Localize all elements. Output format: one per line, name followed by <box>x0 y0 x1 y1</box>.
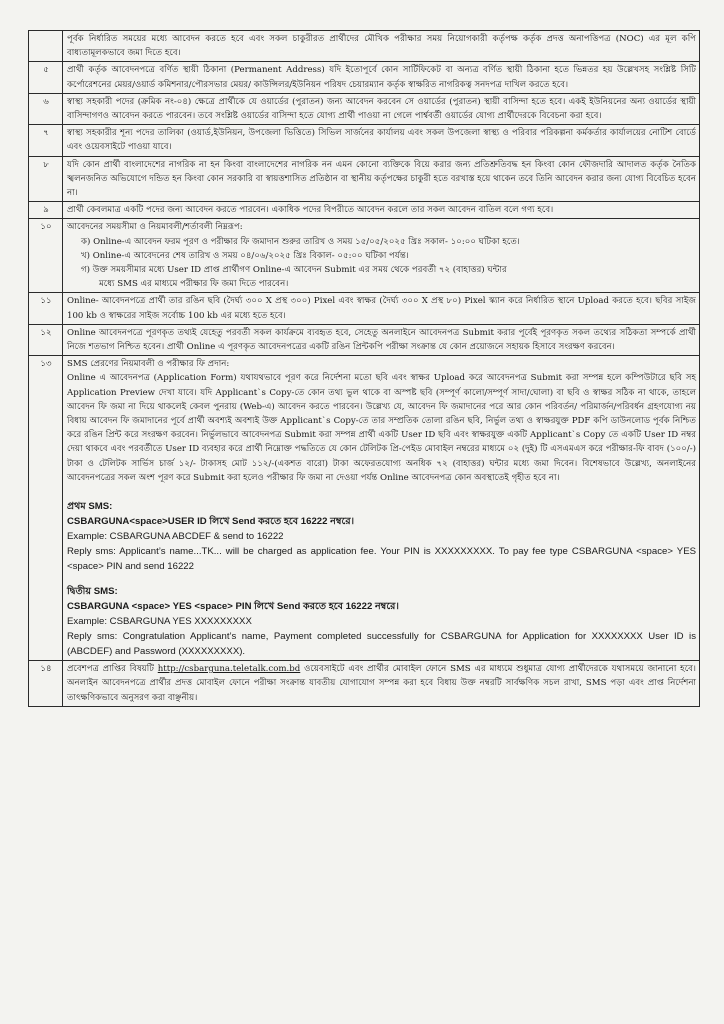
row-text <box>63 356 700 661</box>
table-row <box>29 156 700 202</box>
instructions-table <box>28 30 700 707</box>
sms2-instruction: CSBARGUNA <space> YES <space> PIN লিখে Send করতে হবে 16222 নম্বরে। <box>67 601 399 613</box>
table-row <box>29 93 700 124</box>
row-number: ৫ <box>29 62 63 93</box>
row-text: স্বাস্থ্য সহকারী পদের (ক্রমিক নং-০৪) ক্ষেত্রে প্রার্থীকে যে ওয়ার্ডের (পুরাতন) জন্য আবেদন করবেন সে ওয়ার্ডের (পুরাতন) স্থায়ী বাসিন্দা হতে হবে। একই ইউনিয়নের অন্য ওয়ার্ডের স্থায়ী বাসিন্দাগণও আবেদন করতে পারবেন। তবে সংশ্লিষ্ট ওয়ার্ডের বাসিন্দা হতে যোগ্য প্রার্থী পাওয়া না গেলে পার্শ্ববর্তী ওয়ার্ডের যোগ্য প্রার্থীদেরকে বিবেচনা করা হবে। <box>63 93 700 124</box>
timeline-item-ka: ক) Online-এ আবেদন ফরম পূরণ ও পরীক্ষার ফি জমাদান শুরুর তারিখ ও সময় ১৫/০৫/২০২৫ খ্রিঃ সকাল- ১০:০০ ঘটিকা হতে। <box>81 236 520 247</box>
timeline-item-ga-cont: মধ্যে SMS এর মাধ্যমে পরীক্ষার ফি জমা দিতে পারবেন। <box>99 279 289 290</box>
sms2-title: দ্বিতীয় SMS: <box>67 586 118 598</box>
timeline-item-ga: গ) উক্ত সময়সীমার মধ্যে User ID প্রাপ্ত প্রার্থীগণ Online-এ আবেদন Submit এর সময় থেকে পরবর্তী ৭২ (বাহাত্তর) ঘন্টার <box>81 265 507 276</box>
row-number: ১০ <box>29 219 63 293</box>
table-row <box>29 661 700 707</box>
row-text: পূর্বক নির্ধারিত সময়ের মধ্যে আবেদন করতে হবে এবং সকল চাকুরীরত প্রার্থীদের মৌখিক পরীক্ষার সময় নিয়োগকারী কর্তৃপক্ষ কর্তৃক প্রদত্ত অনাপত্তিপত্র (NOC) এর মূল কপি বাধ্যতামূলকভাবে জমা দিতে হবে। <box>63 31 700 62</box>
table-row <box>29 31 700 62</box>
table-row <box>29 324 700 355</box>
sms1-title: প্রথম SMS: <box>67 501 113 513</box>
sms1-instruction: CSBARGUNA<space>USER ID লিখে Send করতে হবে 16222 নম্বরে। <box>67 516 355 528</box>
sms1-example: Example: CSBARGUNA ABCDEF & send to 16222 <box>67 531 284 543</box>
sms-rules-heading: SMS প্রেরণের নিয়মাবলী ও পরীক্ষার ফি প্রদান: <box>67 359 230 370</box>
row-text: যদি কোন প্রার্থী বাংলাদেশের নাগরিক না হন কিংবা বাংলাদেশের নাগরিক নন এমন কোনো ব্যক্তিকে বিয়ে করার জন্য প্রতিশ্রুতিবদ্ধ হন কিংবা কোন ফৌজদারি আদালত কর্তৃক নৈতিক স্খলনজনিত অভিযোগে দন্ডিত হন কিংবা কোন সরকারি বা স্বায়ত্তশাসিত প্রতিষ্ঠান বা স্থানীয় কর্তৃপক্ষের চাকুরী হতে বরখাস্ত হয়ে থাকেন তবে তিনি আবেদন করার জন্য যোগ্য বিবেচিত হবেন না। <box>63 156 700 202</box>
row-number: ১৩ <box>29 356 63 661</box>
row-number: ৬ <box>29 93 63 124</box>
table-row <box>29 219 700 293</box>
teletalk-website-link[interactable]: http://csbarguna.teletalk.com.bd <box>157 664 301 675</box>
row-number: ৮ <box>29 156 63 202</box>
row-number: ১২ <box>29 324 63 355</box>
row-text: প্রার্থী কেবলমাত্র একটি পদের জন্য আবেদন করতে পারবেন। একাধিক পদের বিপরীতে আবেদন করলে তার সকল আবেদন বাতিল বলে গণ্য হবে। <box>63 202 700 219</box>
table-row <box>29 62 700 93</box>
timeline-item-kha: খ) Online-এ আবেদনের শেষ তারিখ ও সময় ০৪/০৬/২০২৫ খ্রিঃ বিকাল- ০৫:০০ ঘটিকা পর্যন্ত। <box>81 250 409 261</box>
row-text <box>63 219 700 293</box>
row-number <box>29 31 63 62</box>
table-row <box>29 202 700 219</box>
row-text: Online- আবেদনপত্রে প্রার্থী তার রঙিন ছবি (দৈর্ঘ্য ৩০০ X প্রস্থ ৩০০) Pixel এবং স্বাক্ষর (দৈর্ঘ্য ৩০০ X প্রস্থ ৮০) Pixel স্ক্যান করে নির্ধারিত স্থানে Upload করতে হবে। ছবির সাইজ 100 kb ও স্বাক্ষরের সাইজ সর্বোচ্চ 100 kb এর মধ্যে হতে হবে। <box>63 293 700 324</box>
sms-rules-paragraph: Online এ আবেদনপত্র (Application Form) যথাযথভাবে পূরণ করে নির্দেশনা মতো ছবি এবং স্বাক্ষর Upload করে আবেদনপত্র Submit করা সম্পন্ন হলে কম্পিউটারে ছবি সহ Application Preview দেখা যাবে। যদি Applicant`s Copy-তে কোন তথ্য ভুল থাকে বা অস্পষ্ট ছবি (সম্পূর্ণ কালো/সম্পূর্ণ সাদা/ঘোলা) বা ছবি ও স্বাক্ষর সঠিক না থাকে, তাহলে আবেদন ফি জমা না দিয়ে থাকলেই কেবল পুনরায় (Web-এ) আবেদন করতে পারবেন। উল্লেখ্য যে, আবেদন ফি জমাদানের পরে আর কোন পরিবর্তন/ পরিমার্জন/পরিবর্ধন গ্রহণযোগ্য নয় বিধায় আবেদন ফি জমাদানের পূর্বে প্রার্থী অবশ্যই অবশ্যই উক্ত Applicant`s Copy-তে তার সম্প্রতিক তোলা রঙিন ছবি, নির্ভুল তথ্য ও স্বাক্ষরযুক্ত PDF কপি ডাউনলোড পূর্বক নিশ্চিত করে রঙিন প্রিন্ট করে সংরক্ষণ করবেন। নির্ভুলভাবে আবেদনপত্র Submit করা সম্পন্ন প্রার্থী একটি User ID ছবি এবং স্বাক্ষরযুক্ত একটি Applicant`s Copy তে একটি User ID নম্বর দেয়া থাকবে এবং পরবর্তীতে User ID ব্যবহার করে প্রার্থী নিম্নোক্ত পদ্ধতিতে যে কোন টেলিটক প্রি-পেইড মোবাইল নম্বরের মাধ্যমে ০২ (দুই) টি এসএমএস করে পরীক্ষার-ফি বাবদ (১০০/-) টাকা ও টেলিটক সার্ভিস চার্জ ১২/- টাকাসহ মোট ১১২/-(একশত বারো) টাকা অফেরতযোগ্য অনধিক ৭২ (বাহাত্তর) ঘন্টার মধ্যে জমা দিবেন। বিশেষভাবে উল্লেখ্য, অনলাইনের আবেদনপত্রের সকল অংশ পূরণ করে Submit করা হলেও পরীক্ষার ফি জমা না দেওয়া পর্যন্ত Online আবেদনপত্র কোন অবস্থাতেই গৃহীত হবে না। <box>67 373 696 483</box>
table-row <box>29 293 700 324</box>
row-text: Online আবেদনপত্রে পূরণকৃত তথ্যই যেহেতু পরবর্তী সকল কার্যক্রমে ব্যবহৃত হবে, সেহেতু অনলাইনে আবেদনপত্র Submit করার পূর্বেই পূরণকৃত সকল তথ্যের সঠিকতা সম্পর্কে প্রার্থী নিজে শতভাগ নিশ্চিত হবেন। প্রার্থী Online এ পূরণকৃত আবেদনপত্রের একটি রঙিন প্রিন্টকপি পরীক্ষা সংক্রান্ত যে কোন প্রয়োজনে সহায়ক হিসাবে সংরক্ষণ করবেন। <box>63 324 700 355</box>
sms1-reply: Reply sms: Applicant’s name...TK... will be charged as application fee. Your PIN is XXXXXXXXX. To pay fee type CSBARGUNA <space> YES <space> PIN and send 16222 <box>67 546 696 573</box>
table-row <box>29 125 700 156</box>
row-number: ১৪ <box>29 661 63 707</box>
row-number: ৭ <box>29 125 63 156</box>
row-number: ৯ <box>29 202 63 219</box>
sms2-reply: Reply sms: Congratulation Applicant’s name, Payment completed successfully for CSBARGUNA for Application for XXXXXXXX User ID is (ABCDEF) and Password (XXXXXXXXX). <box>67 631 696 658</box>
row-text: স্বাস্থ্য সহকারীর শূন্য পদের তালিকা (ওয়ার্ড,ইউনিয়ন, উপজেলা ভিত্তিতে) সিভিল সার্জনের কার্যালয় এবং সকল উপজেলা স্বাস্থ্য ও পরিবার পরিকল্পনা কর্মকর্তার কার্যালয়ের নোটিশ বোর্ডে এবং ওয়েবসাইটে পাওয়া যাবে। <box>63 125 700 156</box>
timeline-heading: আবেদনের সময়সীমা ও নিয়মাবলী/শর্তাবলী নিম্নরূপ: <box>67 222 243 233</box>
row-number: ১১ <box>29 293 63 324</box>
table-row <box>29 356 700 661</box>
admit-card-text-post: ওয়েবসাইটে এবং প্রার্থীর মোবাইল ফোনে SMS এর মাধ্যমে শুধুমাত্র যোগ্য প্রার্থীদেরকে যথাসময়ে জানানো হবে। অনলাইন আবেদনপত্রে প্রার্থীর প্রদত্ত মোবাইল ফোনে পরীক্ষা সংক্রান্ত যাবতীয় যোগাযোগ সম্পন্ন করা হবে বিধায় উক্ত নম্বরটি সার্বক্ষণিক সচল রাখা, SMS পড়া এবং প্রাপ্ত নির্দেশনা তাৎক্ষণিকভাবে অনুসরণ করা বাঞ্ছনীয়। <box>67 664 696 703</box>
row-text <box>63 661 700 707</box>
row-text: প্রার্থী কর্তৃক আবেদনপত্রে বর্ণিত স্থায়ী ঠিকানা (Permanent Address) যদি ইতোপূর্বে কোন সার্টিফিকেট বা অন্যত্র বর্ণিত স্থায়ী ঠিকানা হতে ভিন্নতর হয় উল্লেখসহ সংশ্লিষ্ট সিটি কর্পোরেশনের মেয়র/ওয়ার্ড কমিশনার/পৌরসভার মেয়র/ কাউন্সিলর/ইউনিয়ন পরিষদ চেয়ারম্যান কর্তৃক স্বাক্ষরিত নাগরিকত্ব সনদপত্র দাখিল করতে হবে। <box>63 62 700 93</box>
sms2-example: Example: CSBARGUNA YES XXXXXXXXX <box>67 616 252 628</box>
admit-card-text-pre: প্রবেশপত্র প্রাপ্তির বিষয়টি <box>67 664 158 675</box>
